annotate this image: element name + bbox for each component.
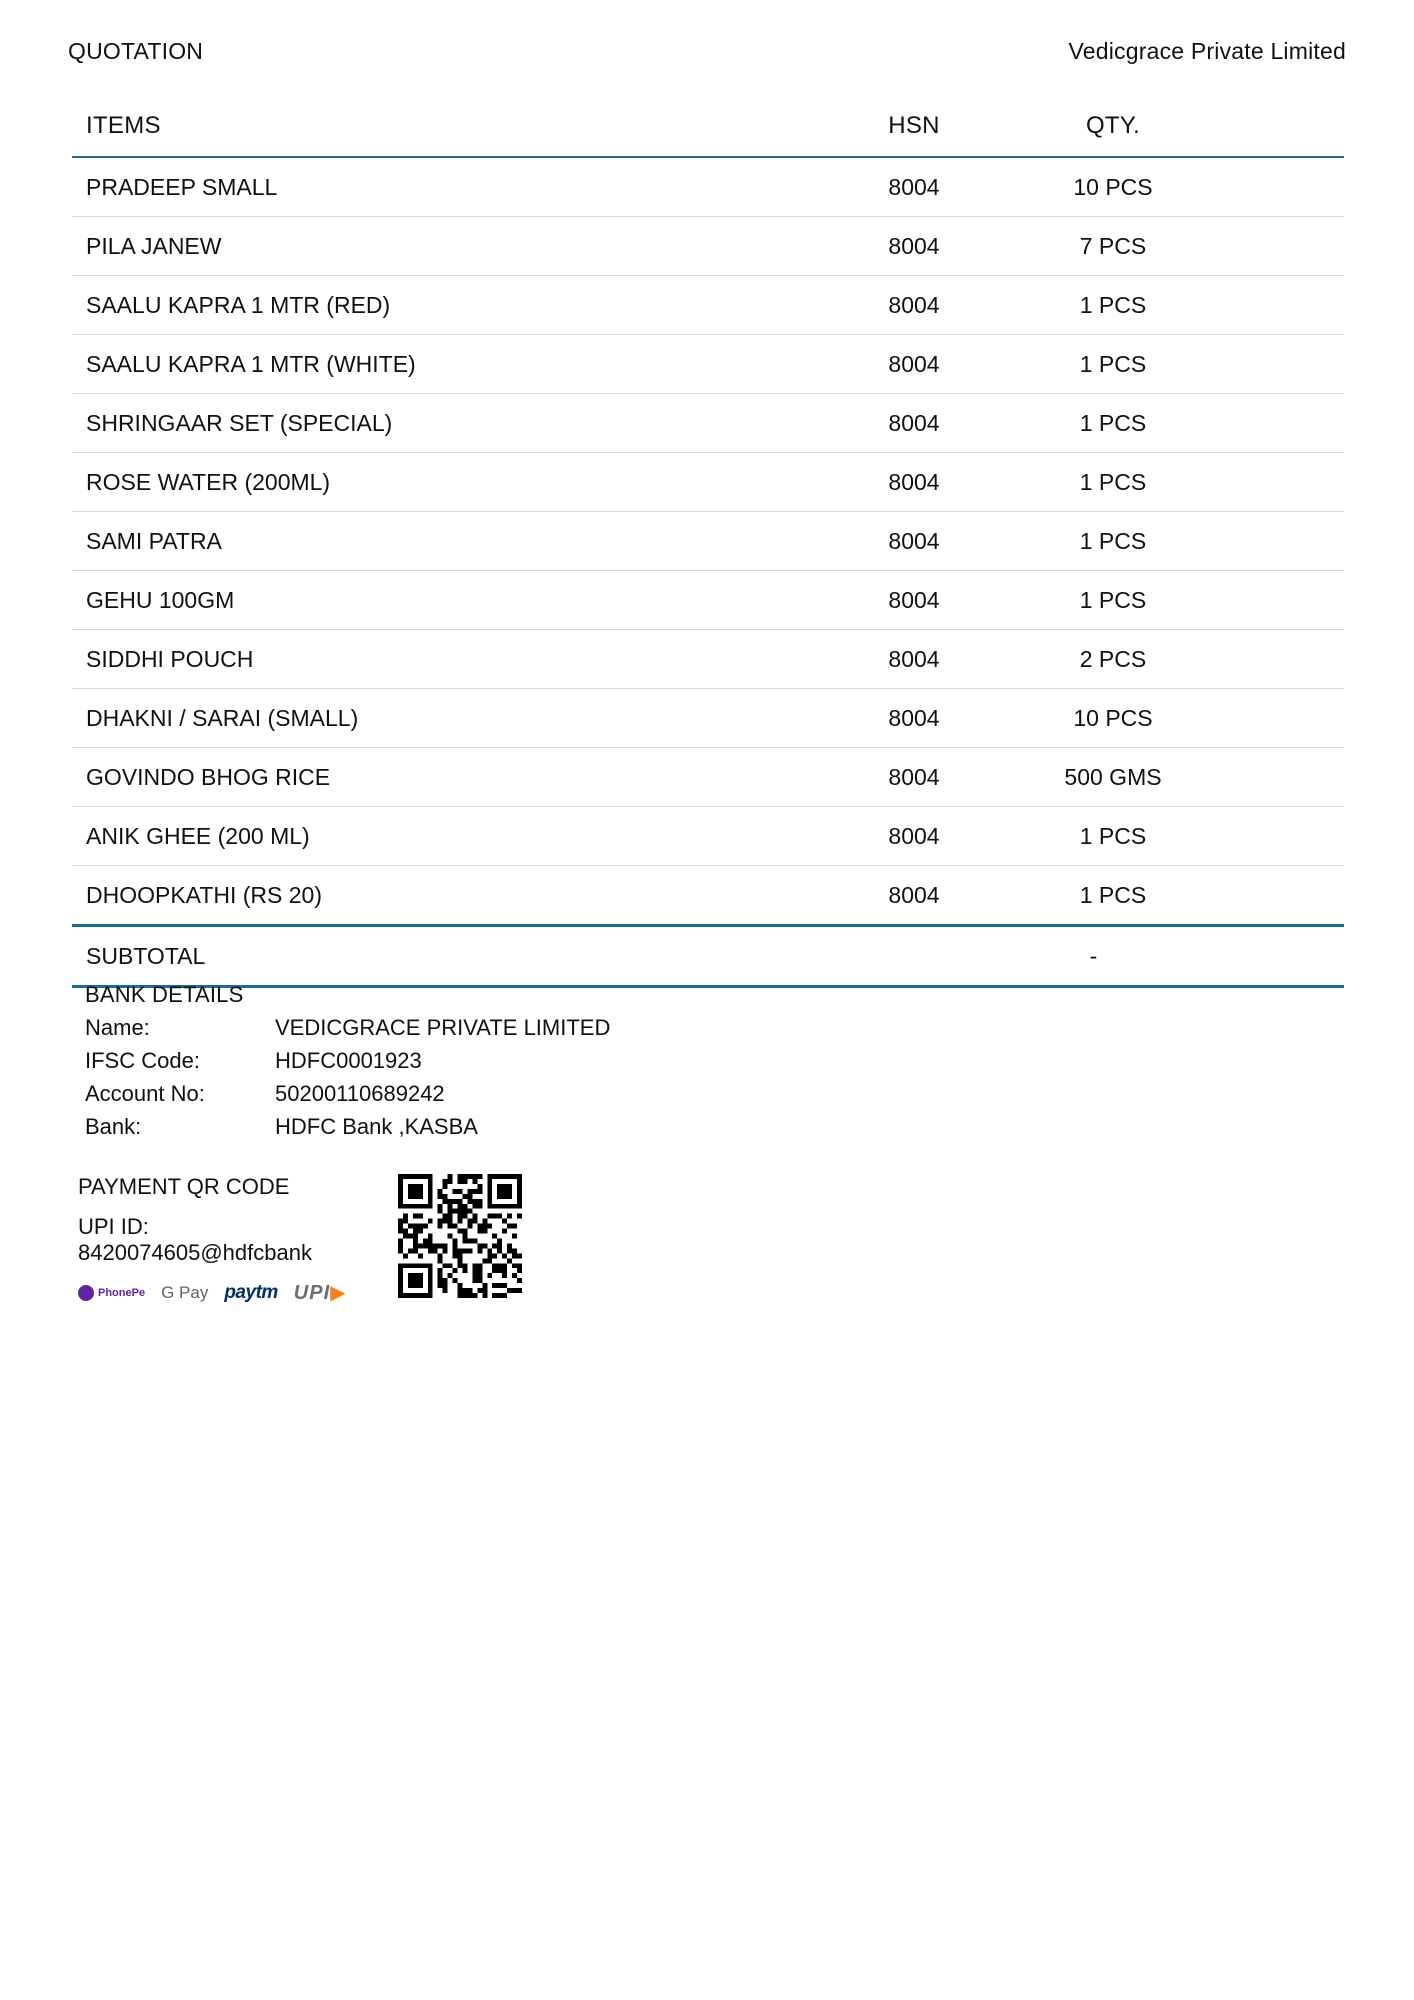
payment-section: [78, 1174, 368, 1305]
item-hsn: 8004: [843, 866, 985, 926]
upi-id-label: UPI ID:: [78, 1214, 149, 1239]
item-name: GEHU 100GM: [72, 571, 843, 630]
item-hsn: 8004: [843, 630, 985, 689]
table-row: [72, 571, 1344, 630]
item-name: SHRINGAAR SET (SPECIAL): [72, 394, 843, 453]
item-qty: 1 PCS: [985, 571, 1344, 630]
table-row: [72, 748, 1344, 807]
item-name: ANIK GHEE (200 ML): [72, 807, 843, 866]
bank-name-row: [85, 1011, 610, 1044]
table-row: [72, 866, 1344, 926]
item-qty: 10 PCS: [985, 157, 1344, 217]
header-qty: QTY.: [985, 96, 1344, 157]
item-hsn: 8004: [843, 807, 985, 866]
account-value: 50200110689242: [275, 1081, 445, 1106]
bank-details: [85, 978, 610, 1143]
table-row: [72, 335, 1344, 394]
paytm-logo-icon: paytm: [224, 1281, 278, 1303]
item-hsn: 8004: [843, 512, 985, 571]
item-hsn: 8004: [843, 394, 985, 453]
item-name: PRADEEP SMALL: [72, 157, 843, 217]
payment-qr-title: PAYMENT QR CODE: [78, 1174, 290, 1199]
document-title: QUOTATION: [68, 38, 204, 64]
item-hsn: 8004: [843, 571, 985, 630]
item-name: SIDDHI POUCH: [72, 630, 843, 689]
company-name: Vedicgrace Private Limited: [1068, 38, 1346, 64]
table-row: [72, 394, 1344, 453]
item-qty: 7 PCS: [985, 217, 1344, 276]
bank-bank-row: [85, 1110, 610, 1143]
item-qty: 1 PCS: [985, 335, 1344, 394]
item-qty: 1 PCS: [985, 276, 1344, 335]
header-items: ITEMS: [72, 96, 843, 157]
item-hsn: 8004: [843, 157, 985, 217]
page-header: [68, 38, 1346, 65]
table-row: [72, 276, 1344, 335]
item-qty: 1 PCS: [985, 866, 1344, 926]
item-hsn: 8004: [843, 217, 985, 276]
item-name: GOVINDO BHOG RICE: [72, 748, 843, 807]
item-qty: 1 PCS: [985, 394, 1344, 453]
table-row: [72, 630, 1344, 689]
subtotal-label: SUBTOTAL: [72, 926, 843, 987]
table-row: [72, 453, 1344, 512]
item-qty: 1 PCS: [985, 453, 1344, 512]
bank-details-title: BANK DETAILS: [85, 982, 244, 1007]
item-qty: 1 PCS: [985, 512, 1344, 571]
table-row: [72, 217, 1344, 276]
item-name: SAMI PATRA: [72, 512, 843, 571]
upi-logo-icon: UPI▶: [293, 1282, 347, 1304]
table-row: [72, 689, 1344, 748]
ifsc-value: HDFC0001923: [275, 1048, 422, 1073]
item-hsn: 8004: [843, 276, 985, 335]
subtotal-value: -: [843, 926, 1344, 987]
bank-value: HDFC Bank ,KASBA: [275, 1114, 478, 1139]
ifsc-label: IFSC Code:: [85, 1048, 200, 1073]
item-qty: 10 PCS: [985, 689, 1344, 748]
item-hsn: 8004: [843, 748, 985, 807]
item-name: SAALU KAPRA 1 MTR (RED): [72, 276, 843, 335]
item-name: DHAKNI / SARAI (SMALL): [72, 689, 843, 748]
bank-label: Bank:: [85, 1114, 142, 1139]
table-row: [72, 807, 1344, 866]
item-hsn: 8004: [843, 689, 985, 748]
bank-account-row: [85, 1077, 610, 1110]
account-label: Account No:: [85, 1081, 205, 1106]
item-qty: 500 GMS: [985, 748, 1344, 807]
table-header-row: [72, 96, 1344, 157]
gpay-logo-icon: G Pay: [161, 1282, 209, 1302]
table-row: [72, 512, 1344, 571]
item-hsn: 8004: [843, 453, 985, 512]
upi-id-value: 8420074605@hdfcbank: [78, 1240, 312, 1265]
item-name: ROSE WATER (200ML): [72, 453, 843, 512]
bank-ifsc-row: [85, 1044, 610, 1077]
payment-qr-code: [398, 1174, 522, 1298]
item-qty: 2 PCS: [985, 630, 1344, 689]
item-name: PILA JANEW: [72, 217, 843, 276]
item-qty: 1 PCS: [985, 807, 1344, 866]
item-name: SAALU KAPRA 1 MTR (WHITE): [72, 335, 843, 394]
phonepe-logo-icon: PhonePe: [78, 1285, 145, 1301]
table-row: [72, 157, 1344, 217]
items-table: [72, 96, 1344, 988]
bank-name-label: Name:: [85, 1015, 150, 1040]
item-hsn: 8004: [843, 335, 985, 394]
item-name: DHOOPKATHI (RS 20): [72, 866, 843, 926]
header-hsn: HSN: [843, 96, 985, 157]
bank-name-value: VEDICGRACE PRIVATE LIMITED: [275, 1015, 611, 1040]
payment-app-logos: [78, 1280, 368, 1305]
